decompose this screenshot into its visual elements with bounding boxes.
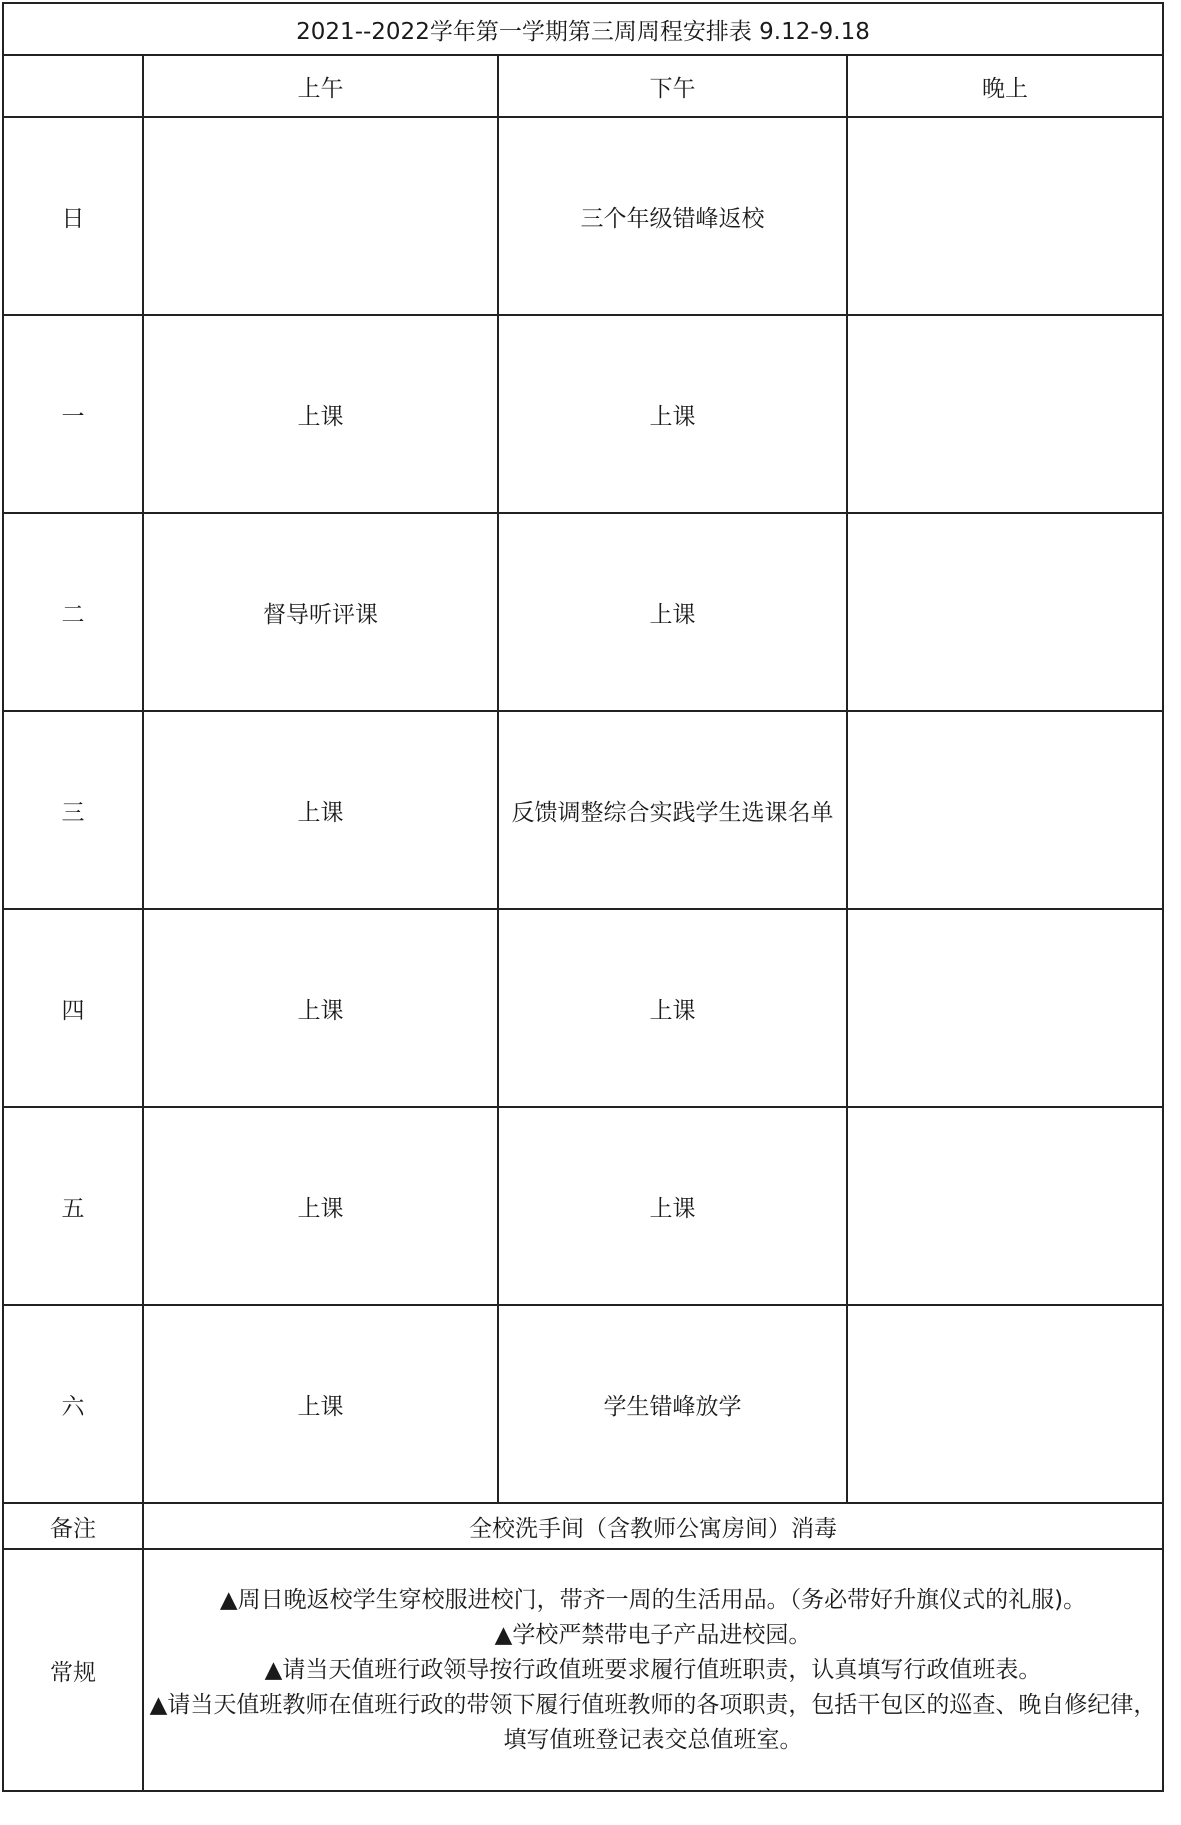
header-afternoon: 下午 <box>498 55 847 117</box>
routine-row <box>3 1549 1163 1791</box>
routine-item: ▲请当天值班教师在值班行政的带领下履行值班教师的各项职责，包括干包区的巡查、晚自修纪律，填写值班登记表交总值班室。 <box>149 1691 1157 1753</box>
evening-cell <box>847 1305 1163 1503</box>
evening-cell <box>847 315 1163 513</box>
routine-item: ▲请当天值班行政领导按行政值班要求履行值班职责，认真填写行政值班表。 <box>264 1656 1042 1683</box>
afternoon-cell: 上课 <box>498 909 847 1107</box>
afternoon-cell: 反馈调整综合实践学生选课名单 <box>498 711 847 909</box>
morning-cell: 上课 <box>143 315 498 513</box>
afternoon-cell: 三个年级错峰返校 <box>498 117 847 315</box>
afternoon-cell: 上课 <box>498 1107 847 1305</box>
header-evening: 晚上 <box>847 55 1163 117</box>
notes-content: 全校洗手间（含教师公寓房间）消毒 <box>143 1503 1163 1549</box>
header-day <box>3 55 143 117</box>
evening-cell <box>847 1107 1163 1305</box>
notes-label: 备注 <box>3 1503 143 1549</box>
day-label: 五 <box>3 1107 143 1305</box>
header-row <box>3 55 1163 117</box>
day-row-monday <box>3 315 1163 513</box>
day-label: 日 <box>3 117 143 315</box>
header-morning: 上午 <box>143 55 498 117</box>
day-row-thursday <box>3 909 1163 1107</box>
day-row-saturday <box>3 1305 1163 1503</box>
morning-cell <box>143 117 498 315</box>
evening-cell <box>847 513 1163 711</box>
morning-cell: 上课 <box>143 711 498 909</box>
afternoon-cell: 上课 <box>498 315 847 513</box>
title-row <box>3 3 1163 55</box>
day-label: 二 <box>3 513 143 711</box>
routine-content <box>143 1549 1163 1791</box>
day-label: 三 <box>3 711 143 909</box>
day-label: 四 <box>3 909 143 1107</box>
evening-cell <box>847 117 1163 315</box>
day-row-friday <box>3 1107 1163 1305</box>
morning-cell: 上课 <box>143 1107 498 1305</box>
notes-row <box>3 1503 1163 1549</box>
routine-item: ▲周日晚返校学生穿校服进校门，带齐一周的生活用品。（务必带好升旗仪式的礼服)。 <box>219 1586 1087 1613</box>
day-label: 一 <box>3 315 143 513</box>
routine-item: ▲学校严禁带电子产品进校园。 <box>494 1621 812 1648</box>
morning-cell: 上课 <box>143 1305 498 1503</box>
routine-label: 常规 <box>3 1549 143 1791</box>
day-row-tuesday <box>3 513 1163 711</box>
morning-cell: 督导听评课 <box>143 513 498 711</box>
evening-cell <box>847 711 1163 909</box>
afternoon-cell: 学生错峰放学 <box>498 1305 847 1503</box>
morning-cell: 上课 <box>143 909 498 1107</box>
day-label: 六 <box>3 1305 143 1503</box>
schedule-title: 2021--2022学年第一学期第三周周程安排表 9.12-9.18 <box>3 3 1163 55</box>
weekly-schedule-table <box>2 2 1164 1792</box>
day-row-wednesday <box>3 711 1163 909</box>
evening-cell <box>847 909 1163 1107</box>
day-row-sunday <box>3 117 1163 315</box>
afternoon-cell: 上课 <box>498 513 847 711</box>
